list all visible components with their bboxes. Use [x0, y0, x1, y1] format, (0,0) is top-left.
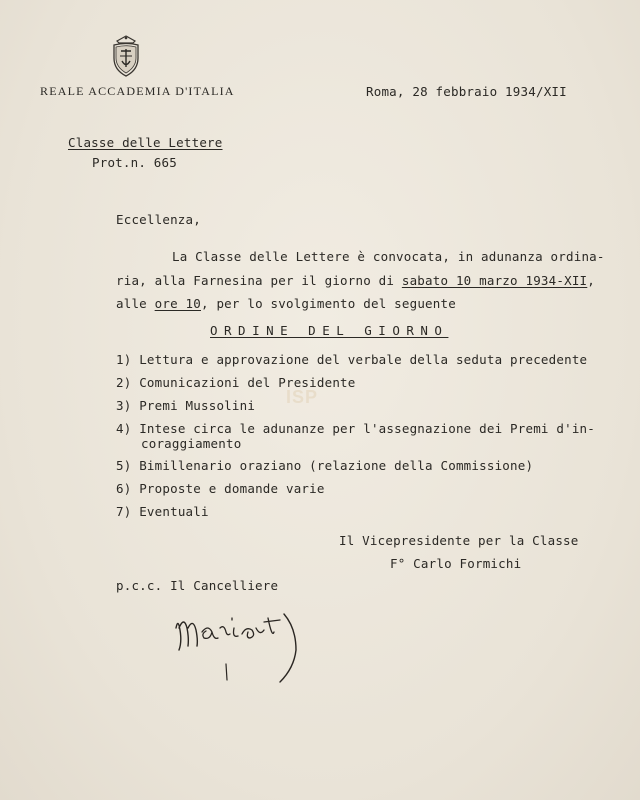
closing-title: Il Vicepresidente per la Classe: [339, 533, 579, 548]
salutation: Eccellenza,: [116, 212, 201, 227]
body-line-1: La Classe delle Lettere è convocata, in adunanza ordina-: [172, 249, 605, 264]
agenda-item-number: 3): [116, 398, 132, 413]
meeting-time: ore 10: [154, 296, 201, 311]
agenda-title: ORDINE DEL GIORNO: [210, 323, 449, 338]
agenda-item: [116, 375, 356, 390]
agenda-item: [116, 352, 587, 367]
agenda-item: [116, 458, 533, 473]
body-line-2-punct: ,: [587, 273, 596, 288]
institution-name: REALE ACCADEMIA D'ITALIA: [40, 84, 235, 98]
date-line: Roma, 28 febbraio 1934/XII: [366, 84, 567, 99]
agenda-item-text: Intese circa le adunanze per l'assegnazione dei Premi d'in-: [139, 421, 595, 436]
agenda-item-continuation: coraggiamento: [141, 436, 242, 451]
agenda-item-number: 7): [116, 504, 132, 519]
meeting-date: sabato 10 marzo 1934-XII: [401, 273, 588, 288]
protocol-number: Prot.n. 665: [92, 155, 177, 170]
agenda-item-number: 6): [116, 481, 132, 496]
agenda-item-text: Eventuali: [139, 504, 209, 519]
agenda-item: [116, 398, 255, 413]
agenda-item: [116, 481, 325, 496]
agenda-item-number: 5): [116, 458, 132, 473]
body-line-3-rest: , per lo svolgimento del seguente: [201, 296, 456, 311]
agenda-item-number: 1): [116, 352, 132, 367]
agenda-item-text: Proposte e domande varie: [139, 481, 325, 496]
handwritten-signature: [168, 598, 318, 686]
agenda-item: [116, 504, 209, 519]
agenda-item-text: Bimillenario oraziano (relazione della Commissione): [139, 458, 534, 473]
agenda-item-text: Premi Mussolini: [139, 398, 256, 413]
countersign-label: p.c.c. Il Cancelliere: [116, 578, 279, 593]
agenda-item-text: Lettura e approvazione del verbale della seduta precedente: [139, 352, 588, 367]
royal-crest-icon: [108, 34, 144, 78]
body-line-3-text: alle: [116, 296, 155, 311]
body-line-2: [116, 273, 595, 288]
watermark-stamp: ISP: [286, 387, 319, 407]
classe-label: Classe delle Lettere: [68, 135, 223, 150]
agenda-item: [116, 421, 595, 436]
agenda-item-text: Comunicazioni del Presidente: [139, 375, 356, 390]
agenda-item-number: 2): [116, 375, 132, 390]
body-line-3: [116, 296, 456, 311]
agenda-item-number: 4): [116, 421, 132, 436]
closing-name: F° Carlo Formichi: [390, 556, 522, 571]
body-line-2-text: ria, alla Farnesina per il giorno di: [116, 273, 402, 288]
